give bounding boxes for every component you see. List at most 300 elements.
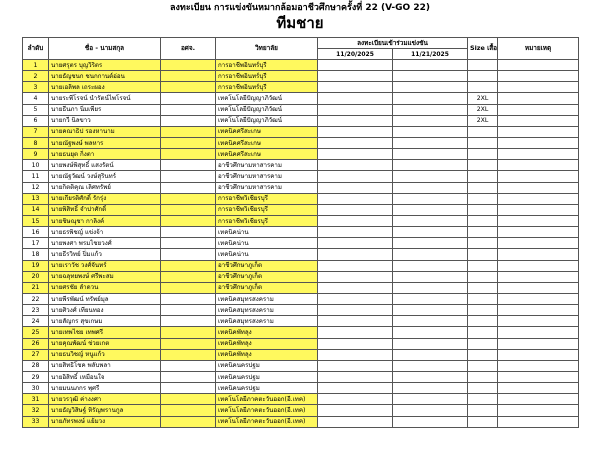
row-note xyxy=(498,71,579,82)
row-size xyxy=(468,227,498,238)
row-college: อาชีวศึกษามหาสารคาม xyxy=(216,160,318,171)
row-name: นายวรวุฒิ ค่างงศา xyxy=(49,394,161,405)
row-note xyxy=(498,137,579,148)
table-row xyxy=(23,126,579,137)
row-size xyxy=(468,182,498,193)
row-note xyxy=(498,160,579,171)
row-college: เทคนิคสมุทรสงคราม xyxy=(216,293,318,304)
row-name: นายมนนภกร พุศรี xyxy=(49,383,161,394)
row-size: 2XL xyxy=(468,104,498,115)
row-name: นายณัฐพงษ์ พลหาร xyxy=(49,137,161,148)
col-header-date1: 11/20/2025 xyxy=(318,49,393,60)
col-header-name: ชื่อ - นามสกุล xyxy=(49,38,161,60)
row-date1 xyxy=(318,126,393,137)
row-college: เทคนิคน่าน xyxy=(216,249,318,260)
row-date2 xyxy=(393,137,468,148)
table-row xyxy=(23,93,579,104)
row-assoc xyxy=(161,227,216,238)
row-name: นายพิสิทธิ์ จำปาศักดิ์ xyxy=(49,204,161,215)
row-note xyxy=(498,383,579,394)
row-number: 22 xyxy=(23,293,49,304)
row-note xyxy=(498,93,579,104)
row-college: เทคโนโลยีปัญญาภิวัฒน์ xyxy=(216,115,318,126)
row-date1 xyxy=(318,394,393,405)
row-size xyxy=(468,327,498,338)
row-date2 xyxy=(393,115,468,126)
row-size xyxy=(468,71,498,82)
row-number: 20 xyxy=(23,271,49,282)
table-row xyxy=(23,149,579,160)
row-college: อาชีวศึกษาภูเก็ต xyxy=(216,282,318,293)
row-assoc xyxy=(161,260,216,271)
row-assoc xyxy=(161,360,216,371)
row-date2 xyxy=(393,349,468,360)
row-date2 xyxy=(393,360,468,371)
row-size xyxy=(468,416,498,427)
table-row xyxy=(23,215,579,226)
row-size xyxy=(468,238,498,249)
table-row xyxy=(23,249,579,260)
row-date1 xyxy=(318,82,393,93)
row-note xyxy=(498,394,579,405)
table-row xyxy=(23,371,579,382)
row-number: 24 xyxy=(23,316,49,327)
row-college: การอาชีพอินทร์บุรี xyxy=(216,60,318,71)
row-assoc xyxy=(161,104,216,115)
row-date2 xyxy=(393,149,468,160)
row-assoc xyxy=(161,93,216,104)
row-note xyxy=(498,416,579,427)
row-size xyxy=(468,360,498,371)
row-size xyxy=(468,338,498,349)
row-date1 xyxy=(318,171,393,182)
row-date2 xyxy=(393,82,468,93)
sheet-subtitle: ทีมชาย xyxy=(276,14,324,32)
row-number: 11 xyxy=(23,171,49,182)
row-date2 xyxy=(393,293,468,304)
row-college: เทคนิคพัทลุง xyxy=(216,338,318,349)
row-number: 5 xyxy=(23,104,49,115)
row-number: 1 xyxy=(23,60,49,71)
row-note xyxy=(498,82,579,93)
row-assoc xyxy=(161,171,216,182)
row-college: เทคโนโลยีภาคตะวันออก(อี.เทค) xyxy=(216,394,318,405)
row-date2 xyxy=(393,394,468,405)
row-number: 15 xyxy=(23,215,49,226)
row-date1 xyxy=(318,371,393,382)
row-note xyxy=(498,115,579,126)
row-date2 xyxy=(393,104,468,115)
row-college: เทคนิคนครปฐม xyxy=(216,383,318,394)
row-assoc xyxy=(161,149,216,160)
row-college: การอาชีพวิเชียรบุรี xyxy=(216,204,318,215)
row-number: 27 xyxy=(23,349,49,360)
table-row xyxy=(23,349,579,360)
row-number: 9 xyxy=(23,149,49,160)
row-date2 xyxy=(393,171,468,182)
row-date1 xyxy=(318,249,393,260)
row-date2 xyxy=(393,60,468,71)
row-date2 xyxy=(393,126,468,137)
row-assoc xyxy=(161,383,216,394)
row-college: เทคโนโลยีภาคตะวันออก(อี.เทค) xyxy=(216,416,318,427)
row-date2 xyxy=(393,316,468,327)
row-date2 xyxy=(393,238,468,249)
row-number: 7 xyxy=(23,126,49,137)
row-number: 2 xyxy=(23,71,49,82)
row-date1 xyxy=(318,71,393,82)
row-assoc xyxy=(161,394,216,405)
row-size xyxy=(468,215,498,226)
row-assoc xyxy=(161,71,216,82)
col-header-no: ลำดับ xyxy=(23,38,49,60)
row-date1 xyxy=(318,193,393,204)
row-number: 25 xyxy=(23,327,49,338)
row-assoc xyxy=(161,115,216,126)
row-college: อาชีวศึกษามหาสารคาม xyxy=(216,171,318,182)
table-row xyxy=(23,137,579,148)
row-size xyxy=(468,204,498,215)
row-name: นายคุณพัฒน์ ช่วยเกต xyxy=(49,338,161,349)
row-size xyxy=(468,282,498,293)
row-assoc xyxy=(161,271,216,282)
row-size xyxy=(468,249,498,260)
row-assoc xyxy=(161,305,216,316)
table-row xyxy=(23,71,579,82)
row-number: 18 xyxy=(23,249,49,260)
row-date2 xyxy=(393,338,468,349)
row-note xyxy=(498,182,579,193)
row-name: นายธีรวิทย์ ปิ่มแก้ว xyxy=(49,249,161,260)
table-row xyxy=(23,160,579,171)
row-date1 xyxy=(318,93,393,104)
row-note xyxy=(498,293,579,304)
row-college: เทคนิคสมุทรสงคราม xyxy=(216,316,318,327)
row-date1 xyxy=(318,349,393,360)
row-number: 14 xyxy=(23,204,49,215)
header-row-top xyxy=(23,38,579,49)
row-college: เทคนิคนครปฐม xyxy=(216,371,318,382)
row-college: เทคนิคสมุทรสงคราม xyxy=(216,305,318,316)
row-date1 xyxy=(318,316,393,327)
row-name: นายเราวัช วงศ์จันทร์ xyxy=(49,260,161,271)
row-size: 2XL xyxy=(468,115,498,126)
row-name: นายกิตติคุณ เลิศทรัพย์ xyxy=(49,182,161,193)
row-name: นายธรพิชญ์ แข่งจ้า xyxy=(49,227,161,238)
row-date2 xyxy=(393,260,468,271)
row-assoc xyxy=(161,215,216,226)
roster-body xyxy=(23,60,579,428)
row-date2 xyxy=(393,215,468,226)
row-college: การอาชีพวิเชียรบุรี xyxy=(216,215,318,226)
col-header-date2: 11/21/2025 xyxy=(393,49,468,60)
row-size xyxy=(468,160,498,171)
row-note xyxy=(498,360,579,371)
row-number: 29 xyxy=(23,371,49,382)
row-date2 xyxy=(393,371,468,382)
col-header-college: วิทยาลัย xyxy=(216,38,318,60)
row-assoc xyxy=(161,316,216,327)
row-name: นายสัญกร สุขเกษม xyxy=(49,316,161,327)
row-name: นายศรชัย ลำดวน xyxy=(49,282,161,293)
row-note xyxy=(498,238,579,249)
row-name: นายพีรพัฒน์ ทรัพย์มุล xyxy=(49,293,161,304)
row-college: อาชีวศึกษาภูเก็ต xyxy=(216,271,318,282)
row-college: เทคโนโลยีปัญญาภิวัฒน์ xyxy=(216,93,318,104)
row-date1 xyxy=(318,260,393,271)
row-number: 3 xyxy=(23,82,49,93)
row-name: นายศิวงศ์ เทียนทอง xyxy=(49,305,161,316)
row-name: นายพงษ์พิสุทธิ์ แสงรัตน์ xyxy=(49,160,161,171)
row-assoc xyxy=(161,82,216,93)
row-note xyxy=(498,405,579,416)
row-date2 xyxy=(393,305,468,316)
row-name: นายอิสิทธิ์ เหมือนใจ xyxy=(49,371,161,382)
row-number: 21 xyxy=(23,282,49,293)
row-number: 13 xyxy=(23,193,49,204)
row-date2 xyxy=(393,416,468,427)
row-note xyxy=(498,193,579,204)
table-row xyxy=(23,405,579,416)
row-assoc xyxy=(161,282,216,293)
row-name: นายธัญชนก ชนกกานต์อ่อน xyxy=(49,71,161,82)
row-date2 xyxy=(393,182,468,193)
table-row xyxy=(23,238,579,249)
row-date1 xyxy=(318,327,393,338)
row-date2 xyxy=(393,327,468,338)
row-name: นายณัฐวัฒน์ วงษ์สุรินทร์ xyxy=(49,171,161,182)
row-date1 xyxy=(318,115,393,126)
row-date2 xyxy=(393,405,468,416)
row-size xyxy=(468,137,498,148)
row-date2 xyxy=(393,71,468,82)
table-row xyxy=(23,260,579,271)
row-size xyxy=(468,394,498,405)
row-size xyxy=(468,271,498,282)
table-row xyxy=(23,282,579,293)
row-date1 xyxy=(318,227,393,238)
row-name: นายภัทรพงษ์ แย้มวง xyxy=(49,416,161,427)
row-assoc xyxy=(161,193,216,204)
row-date1 xyxy=(318,338,393,349)
row-name: นายเทพไชย เทพศรี xyxy=(49,327,161,338)
row-date2 xyxy=(393,249,468,260)
col-header-size: Size เสื้อ xyxy=(468,38,498,60)
row-assoc xyxy=(161,293,216,304)
row-college: อาชีวศึกษามหาสารคาม xyxy=(216,182,318,193)
table-row xyxy=(23,383,579,394)
row-number: 17 xyxy=(23,238,49,249)
table-row xyxy=(23,305,579,316)
row-date1 xyxy=(318,160,393,171)
row-number: 19 xyxy=(23,260,49,271)
row-date2 xyxy=(393,204,468,215)
table-row xyxy=(23,104,579,115)
row-name: นายธนวิชญ์ หนูแก้ว xyxy=(49,349,161,360)
row-note xyxy=(498,171,579,182)
row-size xyxy=(468,305,498,316)
row-size xyxy=(468,60,498,71)
row-name: นายชิษณุชา กาลิงค์ xyxy=(49,215,161,226)
table-row xyxy=(23,193,579,204)
row-date1 xyxy=(318,271,393,282)
row-assoc xyxy=(161,182,216,193)
row-number: 33 xyxy=(23,416,49,427)
row-note xyxy=(498,149,579,160)
row-note xyxy=(498,338,579,349)
row-name: นายเอลิพล เถระผอง xyxy=(49,82,161,93)
row-college: เทคโนโลยีภาคตะวันออก(อี.เทค) xyxy=(216,405,318,416)
row-note xyxy=(498,282,579,293)
row-date1 xyxy=(318,60,393,71)
row-name: นายศรุตร บุญวิริตร xyxy=(49,60,161,71)
row-number: 10 xyxy=(23,160,49,171)
row-college: อาชีวศึกษาภูเก็ต xyxy=(216,260,318,271)
row-college: เทคนิคนครปฐม xyxy=(216,360,318,371)
row-assoc xyxy=(161,238,216,249)
row-name: นายระพีโรจน์ นำรัตน์ไพโรจน์ xyxy=(49,93,161,104)
row-date1 xyxy=(318,182,393,193)
row-size xyxy=(468,82,498,93)
row-name: นายพงศา พรมไชยวงศ์ xyxy=(49,238,161,249)
row-number: 28 xyxy=(23,360,49,371)
col-header-assoc: อศจ. xyxy=(161,38,216,60)
row-number: 32 xyxy=(23,405,49,416)
row-size xyxy=(468,349,498,360)
row-date2 xyxy=(393,193,468,204)
row-assoc xyxy=(161,349,216,360)
roster-table xyxy=(22,37,579,428)
row-name: นายคณาธิป รองหานาม xyxy=(49,126,161,137)
row-date2 xyxy=(393,282,468,293)
row-college: เทคนิคพัทลุง xyxy=(216,327,318,338)
row-college: เทคนิคน่าน xyxy=(216,238,318,249)
table-row xyxy=(23,171,579,182)
row-date1 xyxy=(318,137,393,148)
row-name: นายฉลุทยพงษ์ ศรีพะสม xyxy=(49,271,161,282)
row-assoc xyxy=(161,338,216,349)
row-assoc xyxy=(161,249,216,260)
row-date2 xyxy=(393,227,468,238)
row-college: การอาชีพวิเชียรบุรี xyxy=(216,193,318,204)
row-note xyxy=(498,305,579,316)
row-name: นายเกียรติศักดิ์ รักรุ่ง xyxy=(49,193,161,204)
row-date1 xyxy=(318,104,393,115)
row-size xyxy=(468,383,498,394)
row-date1 xyxy=(318,282,393,293)
row-date1 xyxy=(318,305,393,316)
row-assoc xyxy=(161,371,216,382)
row-assoc xyxy=(161,160,216,171)
row-number: 23 xyxy=(23,305,49,316)
row-size xyxy=(468,126,498,137)
row-date1 xyxy=(318,405,393,416)
row-note xyxy=(498,227,579,238)
row-date2 xyxy=(393,93,468,104)
table-row xyxy=(23,316,579,327)
row-number: 4 xyxy=(23,93,49,104)
row-note xyxy=(498,104,579,115)
row-college: เทคนิคศรีสะเกษ xyxy=(216,149,318,160)
table-row xyxy=(23,360,579,371)
row-note xyxy=(498,271,579,282)
row-name: นายธัญวิสิษฐ์ หิรัญพรานกูล xyxy=(49,405,161,416)
row-assoc xyxy=(161,405,216,416)
row-number: 26 xyxy=(23,338,49,349)
row-date2 xyxy=(393,383,468,394)
row-date1 xyxy=(318,238,393,249)
table-row xyxy=(23,271,579,282)
row-size xyxy=(468,371,498,382)
row-date2 xyxy=(393,160,468,171)
row-number: 8 xyxy=(23,137,49,148)
row-size xyxy=(468,316,498,327)
row-assoc xyxy=(161,126,216,137)
table-row xyxy=(23,82,579,93)
table-row xyxy=(23,338,579,349)
row-date1 xyxy=(318,204,393,215)
row-date1 xyxy=(318,360,393,371)
table-row xyxy=(23,293,579,304)
table-row xyxy=(23,394,579,405)
row-name: นายกวี นิลขาว xyxy=(49,115,161,126)
row-college: เทคโนโลยีปัญญาภิวัฒน์ xyxy=(216,104,318,115)
row-name: นายธีนภา นิ่มเพียร xyxy=(49,104,161,115)
row-assoc xyxy=(161,60,216,71)
row-note xyxy=(498,316,579,327)
row-college: การอาชีพอินทร์บุรี xyxy=(216,71,318,82)
row-size xyxy=(468,405,498,416)
table-row xyxy=(23,204,579,215)
row-college: การอาชีพอินทร์บุรี xyxy=(216,82,318,93)
row-note xyxy=(498,204,579,215)
table-row xyxy=(23,327,579,338)
row-assoc xyxy=(161,416,216,427)
row-note xyxy=(498,126,579,137)
row-college: เทคนิคพัทลุง xyxy=(216,349,318,360)
row-number: 30 xyxy=(23,383,49,394)
table-row xyxy=(23,182,579,193)
row-date1 xyxy=(318,416,393,427)
row-number: 31 xyxy=(23,394,49,405)
row-note xyxy=(498,215,579,226)
row-date1 xyxy=(318,215,393,226)
row-size xyxy=(468,171,498,182)
row-date1 xyxy=(318,149,393,160)
row-number: 16 xyxy=(23,227,49,238)
row-note xyxy=(498,371,579,382)
row-assoc xyxy=(161,327,216,338)
sheet-title: ลงทะเบียน การแข่งขันหมากล้อมอาชีวศึกษาครั้งที่ 22 (V-GO 22) xyxy=(170,3,430,13)
row-size: 2XL xyxy=(468,93,498,104)
row-note xyxy=(498,327,579,338)
row-size xyxy=(468,193,498,204)
row-note xyxy=(498,249,579,260)
row-college: เทคนิคศรีสะเกษ xyxy=(216,137,318,148)
table-row xyxy=(23,227,579,238)
row-number: 12 xyxy=(23,182,49,193)
row-note xyxy=(498,349,579,360)
row-college: เทคนิคน่าน xyxy=(216,227,318,238)
table-row xyxy=(23,60,579,71)
row-assoc xyxy=(161,204,216,215)
table-row xyxy=(23,115,579,126)
col-header-registration: ลงทะเบียนเข้าร่วมแข่งขัน xyxy=(318,38,468,49)
row-name: นายสิทธิโชค พลับพลา xyxy=(49,360,161,371)
row-name: นายธนยุต กิ่งตา xyxy=(49,149,161,160)
row-date2 xyxy=(393,271,468,282)
col-header-note: หมายเหตุ xyxy=(498,38,579,60)
